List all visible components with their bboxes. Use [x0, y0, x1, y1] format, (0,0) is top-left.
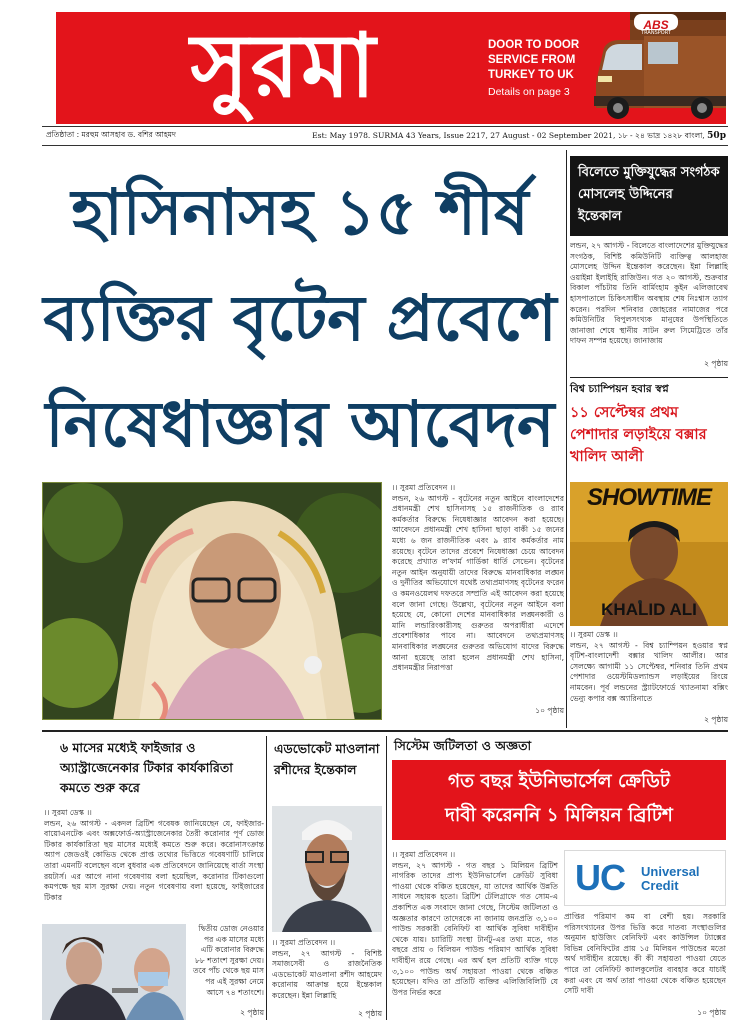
vaccine-article-2 [190, 924, 264, 1020]
lead-article [392, 483, 564, 723]
photo-title: SHOWTIME [587, 484, 711, 511]
obit-byline [272, 938, 382, 949]
masthead [56, 12, 726, 124]
vaccine-article [44, 808, 264, 928]
promo-text [488, 38, 598, 100]
side2-body: লন্ডন, ২৭ আগস্ট - বিশ্ব চ্যাম্পিয়ন হওয়ার স্বপ্ন বৃটিশ-বাংলাদেশী বক্সার খালিদ আলীর। আর সেলক্ষ্যে আগামী ১১ সেপ্টেম্বর, শনিবার তিনি প্রথম পেশাদার ওয়েস্টমিডল্যান্ডস লড়াইয়ের রিংয়ে নামবেন। পূর্ব লন্ডনের স্ট্র্যাটফোর্ডে খ্যাতনামা বক্সিং ভেন্যু কপার বক্স অ্যারিনাতে [570, 640, 728, 703]
credit-continued: ১০ পৃষ্ঠায় [697, 1008, 726, 1017]
bottom-divider-2 [386, 736, 387, 1020]
side1-article [570, 241, 728, 371]
promo-line-2: SERVICE FROM [488, 54, 576, 66]
van-brand: ABS [643, 18, 669, 32]
van-logo [634, 14, 678, 30]
uc-logo [564, 850, 726, 906]
byline-mark: ।। [392, 483, 400, 492]
side2-article [570, 630, 728, 726]
column-divider [566, 150, 567, 728]
obit-portrait-art [272, 806, 382, 932]
side2-byline [570, 630, 728, 641]
credit-headline-line-1: গত বছর ইউনিভার্সেল ক্রেডিট [448, 771, 670, 792]
side1-body: লন্ডন, ২৭ আগস্ট - বিলেতে বাংলাদেশের মুক্তিযুদ্ধের সংগঠক, বিশিষ্ট কমিউনিটি ব্যক্তিত্ব আলহাজ মোসলেহ উদ্দিন ইন্তেকাল করেছেন। ইন্না লিল্লাহি ওয়াইন্না ইলাইহি রাজিউন। গত ২০ আগস্ট, শুক্রবার বিকাল পাঁচটায় তিনি বার্মিংহাম কুইন এলিজাবেথ হাসপাতালে চিকিৎসাধীন অবস্থায় শেষ নিঃশ্বাস ত্যাগ করেন। পরদিন শনিবার জোহরের নামাজের পরে কমিউনিটির বিপুলসংখ্যক মানুষের উপস্থিতিতে জানাজা শেষে স্থানীয় সাটন রুল সিমেট্রিতে তাঁর দাফন সম্পন্ন হয়েছে। জানাজায় [570, 241, 728, 346]
lead-headline [36, 160, 564, 478]
byline-mark-end: ।। [447, 483, 456, 492]
byline-mark: ।। [570, 630, 578, 639]
lead-headline-line-1: হাসিনাসহ ১৫ শীর্ষ [71, 176, 529, 249]
vaccine-headline: ৬ মাসের মধ্যেই ফাইজার ও অ্যাস্ট্রাজেনেকার টিকার কার্যকারিতা কমতে শুরু করে [60, 740, 233, 795]
side1-headline: বিলেতে মুক্তিযুদ্ধের সংগঠক মোসলেহ উদ্দিনের ইন্তেকাল [578, 165, 720, 224]
vaccine-byline [44, 808, 264, 819]
byline-mark: ।। [44, 808, 52, 817]
uc-logo-line-1: Universal [641, 864, 700, 879]
credit-body: লন্ডন, ২৭ আগস্ট - গত বছর ১ মিলিয়ন ব্রিটিশ নাগরিক তাদের প্রাপ্য ইউনিভার্সেল ক্রেডিট সুবিধা পাওয়া থেকে বঞ্চিত হয়েছেন, যা তাদের আর্থিক উন্নতি সাধনে সহায়ক হতো। ব্রিটিশ টেলিগ্রাফে গত সোম-এ প্রকাশিত এক সংবাদে জানা গেছে, সিস্টেম জটিলতা ও অজ্ঞতার কারণে তাদেরকে না জানায় জনপ্রতি ৩,১০০ পাউন্ড সরকারী বেনিফিট বা আর্থিক সুবিধা দাবীহীন থেকে যায়। চ্যারিটি সংস্থা টার্নটু-এর তথ্য মতে, গত বছরে প্রায় ৩ বিলিয়ন পাউন্ড পরিমাণ আর্থিক সুবিধা দাবীহীন রয়ে গেছে। এর অর্থ হল প্রতিটি ব্যক্তি গড়ে ৩,১০০ পাউন্ড অর্থ সহায়তা পাওয়া থেকে বঞ্চিত হয়েছেন। যদিও তা প্রতিটি ব্যক্তির এলিজিবিলিটি যে উপর নির্ভর করে [392, 860, 558, 997]
side2-byline-text: সুরমা ডেস্ক [577, 630, 611, 639]
credit-article-2 [564, 912, 726, 1020]
credit-byline [392, 850, 558, 861]
credit-kicker: সিস্টেম জটিলতা ও অজ্ঞতা [394, 738, 532, 753]
side2-continued: ২ পৃষ্ঠায় [704, 714, 728, 724]
byline-mark: ।। [392, 850, 400, 859]
byline-mark-end: ।। [84, 808, 92, 817]
lead-headline-line-2: ব্যক্তির বৃটেন প্রবেশে [43, 282, 557, 355]
promo-line-1: DOOR TO DOOR [488, 39, 580, 51]
lead-byline [392, 483, 564, 494]
side-rule-1 [570, 377, 728, 378]
vaccine-continued: ২ পৃষ্ঠায় [240, 1008, 264, 1017]
lead-byline-text: সুরমা প্রতিবেদন [399, 483, 448, 492]
byline-mark-end: ।। [447, 850, 456, 859]
section-rule [42, 730, 728, 732]
credit-headline-box [392, 760, 726, 840]
vaccine-photo [42, 924, 186, 1020]
credit-headline-line-2: দাবী করেননি ১ মিলিয়ন ব্রিটিশ [445, 805, 673, 826]
obit-article [272, 938, 382, 1020]
van-brand-sub: TRANSPORT [641, 30, 671, 36]
lead-body: লন্ডন, ২৬ আগস্ট - বৃটেনের নতুন আইনে বাংলাদেশের প্রধানমন্ত্রী শেখ হাসিনাসহ ১৫ রাজনীতিক ও র‍্যাব কর্মকর্তার বিরুদ্ধে নিষেধাজ্ঞার আবেদন করা হয়েছে। আবেদনে প্রধানমন্ত্রী শেখ হাসিনা ছাড়া বাকী ১৫ জনের মধ্যে ৬ জন রাজনীতিক এবং ৯ র‍্যাব কর্মকর্তার নাম রয়েছে। বৃটেনে তাদের প্রবেশে নিষেধাজ্ঞা চেয়ে আবেদন করেছে প্রখ্যাত ল'ফার্ম গার্ডিকা ধার্তি সেভেন। বৃটেনের নতুন আইন অনুযায়ী তাদের বিরুদ্ধে মানবাধিকার লঙ্ঘন ও দুর্নীতির অভিযোগে যথেষ্ট তথ্যপ্রমাণসহ বৃটেনের ফরেন ও কমনওয়েলথ দফতরে সম্প্রতি এই আবেদন করা হয়েছে বলে জানা গেছে। উল্লেখ্য, বৃটেনের নতুন আইনে বলা হয়েছে যে, কোনো দেশের মানবাধিকার লঙ্ঘনকারী ও মানি লন্ডারিংকারীসহ গুরুতর অপরাধীরা এদেশে প্রবেশাধিকার পাবে না। আবেদনে তথ্যপ্রমাণসহ মানবাধিকার লঙ্ঘনের গুরুতর অভিযোগ যাদের বিরুদ্ধে আনা হয়েছে তারা হলেন প্রধানমন্ত্রী শেখ হাসিনা, প্রধানমন্ত্রীর নিরাপত্তা [392, 493, 564, 673]
lead-continued: ১০ পৃষ্ঠায় [535, 705, 564, 715]
side1-headline-box [570, 156, 728, 236]
credit-article [392, 850, 558, 1020]
uc-logo-letters: UC [575, 857, 625, 898]
price: 50p [707, 131, 726, 141]
uc-logo-text [641, 865, 700, 893]
vaccine-body-2: দ্বিতীয় ডোজ নেওয়ার পর এক মাসের মধ্যে এটি করোনার বিরুদ্ধে ৮৮ শতাংশ সুরক্ষা দেয়। তবে পাঁচ থেকে ছয় মাস পর এই সুরক্ষা নেমে আসে ৭৪ শতাংশে। [193, 924, 264, 997]
photo-name: KHALID ALI [601, 600, 697, 619]
obit-body: লন্ডন, ২৭ আগস্ট - বিশিষ্ট সমাজসেবী ও রাজনৈতিক এডভোকেট মাওলানা রশীদ আহমেদ করোনায় আক্রান্ত হয়ে ইন্তেকাল করেছেন। ইন্না লিল্লাহি [272, 948, 382, 1000]
infobar [42, 126, 728, 146]
side1-continued: ২ পৃষ্ঠায় [704, 359, 728, 368]
boxer-photo [570, 482, 728, 626]
promo-line-3: TURKEY TO UK [488, 69, 574, 81]
promo-details: Details on page 3 [488, 86, 570, 98]
vaccine-body: লন্ডন, ২৬ আগস্ট - একদল ব্রিটিশ গবেষক জানিয়েছেন যে, ফাইজার-বায়োএনটেক এবং অক্সফোর্ড-অ্যাস্ট্রাজেনেকার তৈরী করোনার পূর্ণ ডোজ টিকার কার্যকারিতা ছয় মাসের মধ্যেই কমতে শুরু করে। করোনাসংক্রান্ত অ্যাপ জেডওই কোভিড থেকে প্রাপ্ত তথ্যের ভিত্তিতে গবেষণাটি চালিয়ে তারা এমনটি বলেছেন বলে বুধবার এক প্রতিবেদনে জানিয়েছে বার্তা সংস্থা রয়টার্স। এর আগে নানা গবেষণায় বলা হয়েছিল, করোনার টিকাগুলো কমপক্ষে ছয় মাস সুরক্ষা দেয়। নতুন গবেষণায় বলা হয়েছে, ফাইজারের টিকার [44, 818, 264, 902]
obit-byline-text: সুরমা প্রতিবেদন [279, 938, 328, 947]
side2-headline: ১১ সেপ্টেম্বর প্রথম পেশাদার লড়াইয়ে বক্সার খালিদ আলী [570, 405, 707, 465]
byline-mark-end: ।। [327, 938, 336, 947]
uc-logo-line-2: Credit [641, 878, 679, 893]
bottom-divider-1 [266, 736, 267, 1020]
masthead-title: সুরমা [190, 13, 378, 117]
obit-continued: ২ পৃষ্ঠায় [358, 1008, 382, 1018]
side2-kicker: বিশ্ব চ্যাম্পিয়ন হবার স্বপ্ন [570, 383, 669, 395]
lead-headline-line-3: নিষেধাজ্ঞার আবেদন [45, 388, 555, 461]
vaccination-photo-art [42, 924, 186, 1020]
obit-headline: এডভোকেট মাওলানা রশীদের ইন্তেকাল [274, 741, 380, 777]
vaccine-byline-text: সুরমা ডেস্ক [51, 808, 85, 817]
edition-line [312, 130, 726, 143]
edition-info: Est: May 1978. SURMA 43 Years, Issue 2217, 27 August - 02 September 2021, ১৮ - ২৪ ভাদ্র ১৪২৮ বাংলা, [312, 131, 705, 140]
obit-photo [272, 806, 382, 932]
founders-line: প্রতিষ্ঠাতা : মরহুম আসহাব ড. বশির আহমদ [46, 130, 176, 139]
byline-mark-end: ।। [610, 630, 618, 639]
prime-minister-photo [43, 483, 382, 720]
credit-body-2: প্রাপ্তির পরিমাণ কম বা বেশী হয়। সরকারি পরিসংখ্যানের উপর ভিত্তি করে দাতব্য সংস্থাগুলির অনুমান হাউজিং বেনিফিট এবং কাউন্সিল ট্যাক্সের বিভিন্ন বেনিফিটের প্রায় ১৫ মিলিয়ন পাউন্ডের মতো অর্থ দাবীহীন রয়েছে। কী কী সহায়তা পাওয়া যেতে পারে তা বেনিফিট ক্যালকুলেটর ব্যবহার করে যাচাই করা এবং যে অর্থ তারা পাওয়া থেকে বঞ্চিত হয়েছেন সেটি দাবী [564, 912, 726, 996]
byline-mark: ।। [272, 938, 280, 947]
credit-byline-text: সুরমা প্রতিবেদন [399, 850, 448, 859]
lead-photo [42, 482, 382, 720]
